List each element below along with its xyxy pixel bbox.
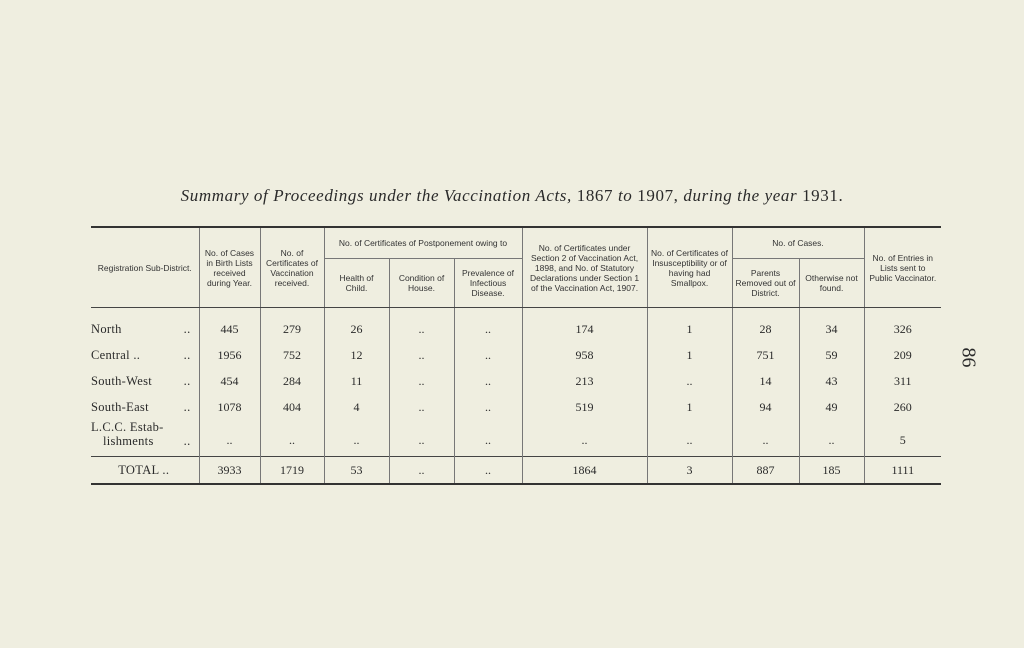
total-health: 53: [324, 457, 389, 485]
cell-insusceptibility: 1: [647, 316, 732, 342]
cell-disease: ..: [454, 394, 522, 420]
table-row: [91, 316, 941, 342]
cell-cases: 445: [199, 316, 260, 342]
cell-house: ..: [389, 420, 454, 448]
vaccination-summary-table: [91, 226, 941, 485]
row-district: South-East ..: [91, 394, 199, 420]
cell-statutory: 519: [522, 394, 647, 420]
total-entries: 1111: [864, 457, 941, 485]
cell-statutory: 174: [522, 316, 647, 342]
title-year-end: 1907,: [637, 186, 679, 205]
cell-insusceptibility: ..: [647, 368, 732, 394]
header-district: Registration Sub-District.: [91, 227, 199, 308]
cell-not-found: 34: [799, 316, 864, 342]
total-removed: 887: [732, 457, 799, 485]
title-year: 1931.: [802, 186, 844, 205]
cell-disease: ..: [454, 420, 522, 448]
cell-entries: 311: [894, 373, 912, 388]
table-row: [91, 368, 941, 394]
cell-cases: 1078: [199, 394, 260, 420]
header-not-found: Otherwise not found.: [799, 259, 864, 308]
row-district: South-West ..: [91, 368, 199, 394]
cell-removed: 751: [732, 342, 799, 368]
header-statutory: No. of Certificates under Section 2 of Vaccination Act, 1898, and No. of Statutory Declarations under Section 1 of the Vaccination Act, 1907.: [522, 227, 647, 308]
title-year-start: 1867: [576, 186, 614, 205]
header-parents-removed: Parents Removed out of District.: [732, 259, 799, 308]
total-disease: ..: [454, 457, 522, 485]
total-not-found: 185: [799, 457, 864, 485]
header-insusceptibility: No. of Certificates of Insusceptibility or of having had Smallpox.: [647, 227, 732, 308]
title-text-2: to: [617, 186, 633, 205]
header-condition-of-house: Condition of House.: [389, 259, 454, 308]
cell-disease: ..: [454, 316, 522, 342]
row-district-line1: L.C.C. Estab-: [91, 420, 164, 434]
cell-entries: 326: [893, 321, 912, 336]
cell-health: 12: [324, 342, 389, 368]
cell-cases: ..: [199, 420, 260, 448]
cell-certs: 279: [260, 316, 324, 342]
total-insusceptibility: 3: [647, 457, 732, 485]
cell-health: 11: [324, 368, 389, 394]
cell-removed: 28: [732, 316, 799, 342]
table-row: [91, 420, 941, 448]
cell-not-found: 49: [799, 394, 864, 420]
cell-disease: ..: [454, 368, 522, 394]
header-health-of-child: Health of Child.: [324, 259, 389, 308]
cell-not-found: 43: [799, 368, 864, 394]
cell-not-found: 59: [799, 342, 864, 368]
cell-insusceptibility: ..: [647, 420, 732, 448]
cell-entries: 209: [893, 347, 912, 362]
cell-health: ..: [324, 420, 389, 448]
cell-house: ..: [389, 316, 454, 342]
header-cases: No. of Cases in Birth Lists received during Year.: [199, 227, 260, 308]
cell-removed: 14: [732, 368, 799, 394]
cell-statutory: 958: [522, 342, 647, 368]
cell-not-found: ..: [799, 420, 864, 448]
cell-house: ..: [389, 368, 454, 394]
cell-cases: 454: [199, 368, 260, 394]
cell-removed: ..: [732, 420, 799, 448]
cell-certs: ..: [260, 420, 324, 448]
page-title: [0, 186, 1024, 206]
cell-entries: 260: [893, 399, 912, 414]
total-label: TOTAL ..: [91, 457, 199, 485]
cell-entries: 5: [899, 433, 906, 447]
cell-certs: 284: [260, 368, 324, 394]
total-cases: 3933: [199, 457, 260, 485]
cell-insusceptibility: 1: [647, 394, 732, 420]
row-district: North ..: [91, 316, 199, 342]
cell-cases: 1956: [199, 342, 260, 368]
title-text-3: during the year: [683, 186, 798, 205]
row-district: Central .. ..: [91, 342, 199, 368]
header-infectious-disease: Prevalence of Infectious Disease.: [454, 259, 522, 308]
title-text-1: Summary of Proceedings under the Vaccination Acts,: [180, 186, 572, 205]
table-row: [91, 394, 941, 420]
header-certificates: No. of Certificates of Vaccination received.: [260, 227, 324, 308]
total-row: [91, 457, 941, 485]
cell-disease: ..: [454, 342, 522, 368]
header-no-of-cases: No. of Cases.: [732, 227, 864, 259]
cell-certs: 404: [260, 394, 324, 420]
cell-statutory: 213: [522, 368, 647, 394]
header-entries: No. of Entries in Lists sent to Public Vaccinator.: [864, 227, 941, 308]
header-postponement: No. of Certificates of Postponement owing to: [324, 227, 522, 259]
total-certs: 1719: [260, 457, 324, 485]
cell-house: ..: [389, 394, 454, 420]
cell-statutory: ..: [522, 420, 647, 448]
page-number: 86: [957, 347, 980, 368]
total-statutory: 1864: [522, 457, 647, 485]
cell-certs: 752: [260, 342, 324, 368]
total-house: ..: [389, 457, 454, 485]
cell-health: 26: [324, 316, 389, 342]
cell-health: 4: [324, 394, 389, 420]
cell-house: ..: [389, 342, 454, 368]
cell-removed: 94: [732, 394, 799, 420]
row-district: L.C.C. Estab- lishments ..: [91, 420, 199, 448]
cell-insusceptibility: 1: [647, 342, 732, 368]
table-row: [91, 342, 941, 368]
